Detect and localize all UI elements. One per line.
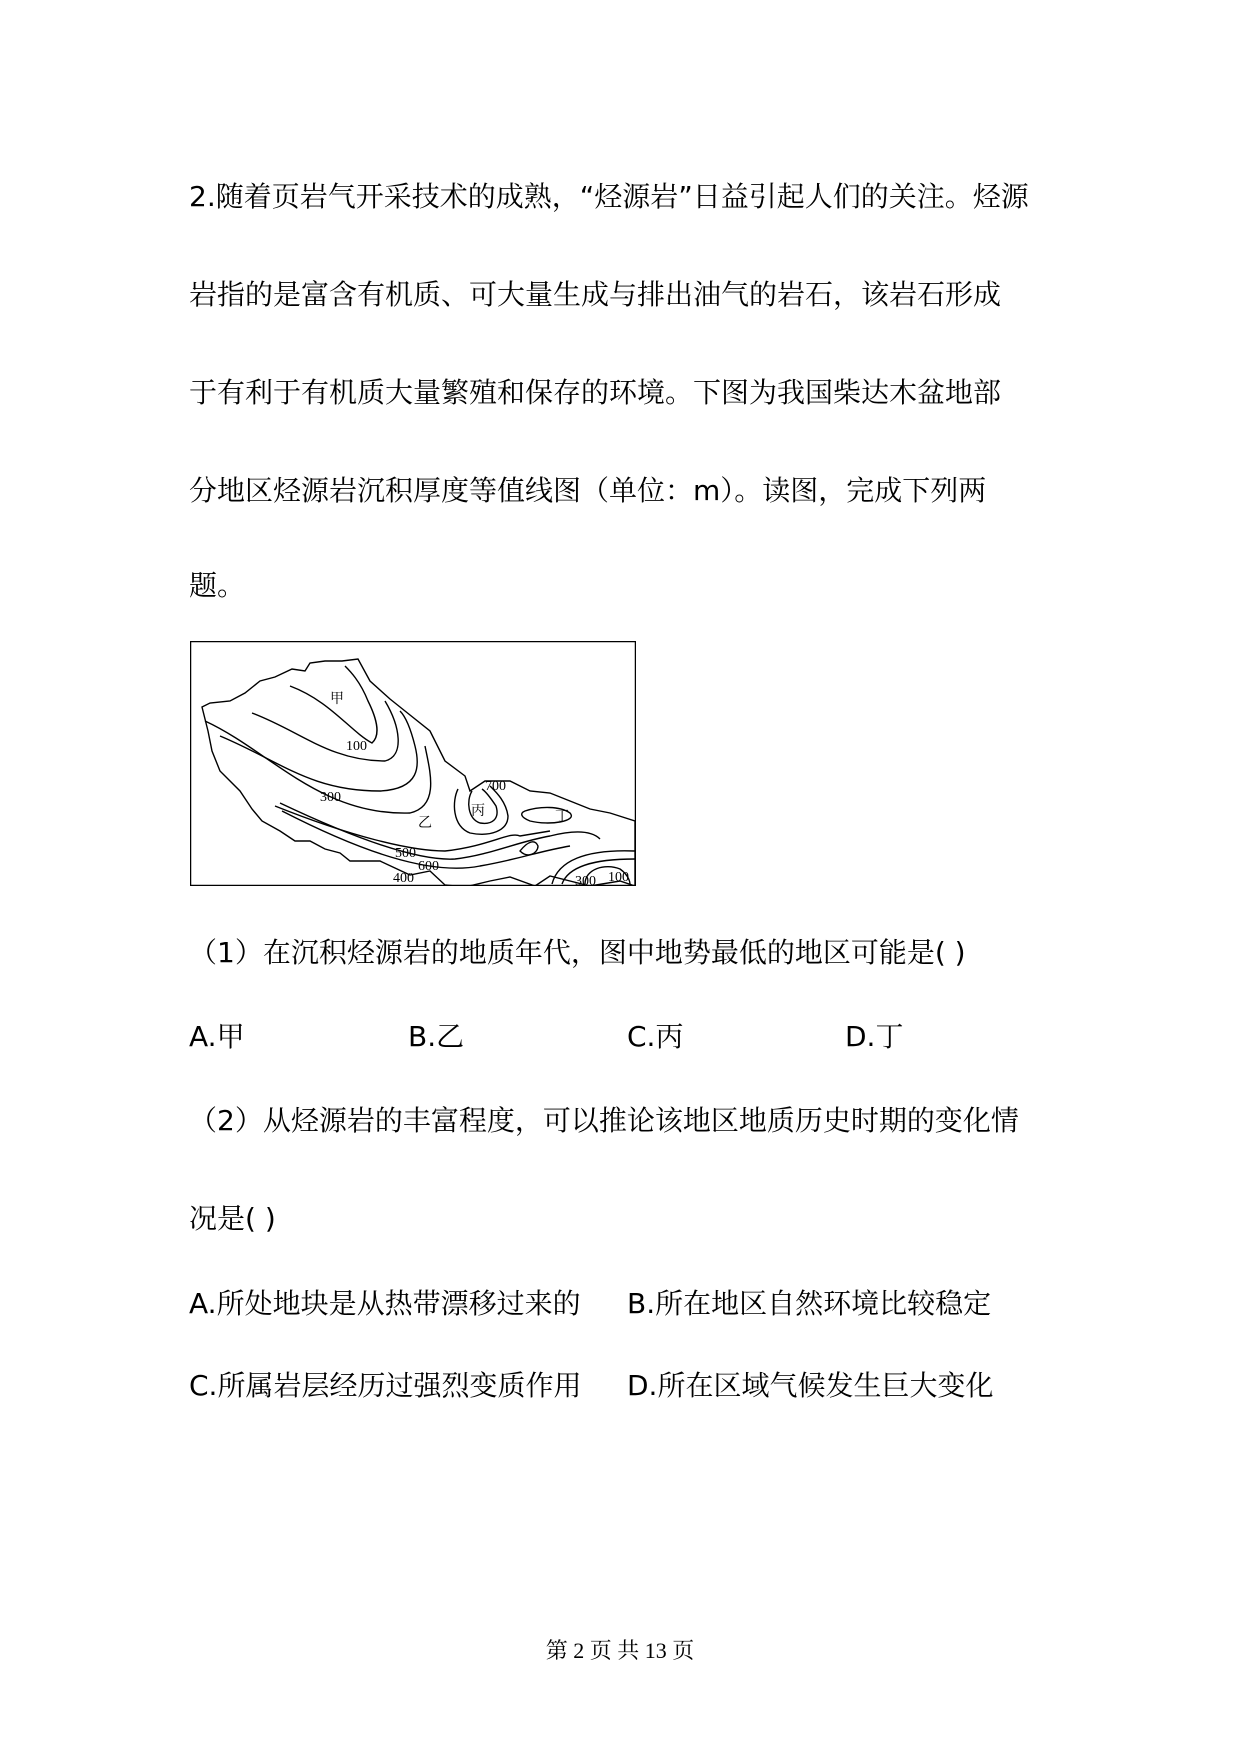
contour-map (190, 641, 636, 886)
label-bing: 丙 (471, 804, 485, 819)
stem-line: 岩指的是富含有机质、可大量生成与排出油气的岩石，该岩石形成 (189, 278, 1002, 311)
contour-label: 300 (575, 874, 596, 886)
contour-label: 600 (418, 859, 439, 874)
option-1a[interactable]: A.甲 (189, 1020, 245, 1053)
option-2a[interactable]: A.所处地块是从热带漂移过来的 (189, 1287, 581, 1320)
label-jia: 甲 (330, 692, 344, 707)
contour-label: 300 (320, 790, 341, 805)
option-1d[interactable]: D.丁 (845, 1020, 904, 1053)
contour-label: 400 (393, 871, 414, 886)
label-ding: 丁 (555, 810, 569, 825)
option-1c[interactable]: C.丙 (627, 1020, 684, 1053)
sub-question-2: （2）从烃源岩的丰富程度，可以推论该地区地质历史时期的变化情 (189, 1104, 1019, 1137)
contour-label: 100 (346, 739, 367, 754)
stem-line: 于有利于有机质大量繁殖和保存的环境。下图为我国柴达木盆地部 (189, 376, 1002, 409)
stem-line: 分地区烃源岩沉积厚度等值线图（单位：m）。读图，完成下列两 (189, 474, 987, 507)
label-yi: 乙 (418, 816, 432, 831)
contour-label: 700 (485, 779, 506, 794)
stem-line: 2.随着页岩气开采技术的成熟，“烃源岩”日益引起人们的关注。烃源 (189, 180, 1029, 213)
option-2c[interactable]: C.所属岩层经历过强烈变质作用 (189, 1369, 582, 1402)
option-2d[interactable]: D.所在区域气候发生巨大变化 (627, 1369, 994, 1402)
contour-label: 100 (608, 870, 629, 885)
sub-question-1: （1）在沉积烃源岩的地质年代，图中地势最低的地区可能是( ) (189, 936, 966, 969)
option-2b[interactable]: B.所在地区自然环境比较稳定 (627, 1287, 992, 1320)
contour-label: 500 (395, 846, 416, 861)
option-1b[interactable]: B.乙 (408, 1020, 465, 1053)
page-footer: 第 2 页 共 13 页 (545, 1638, 695, 1663)
sub-question-2-cont: 况是( ) (189, 1202, 276, 1235)
stem-line: 题。 (189, 569, 246, 602)
